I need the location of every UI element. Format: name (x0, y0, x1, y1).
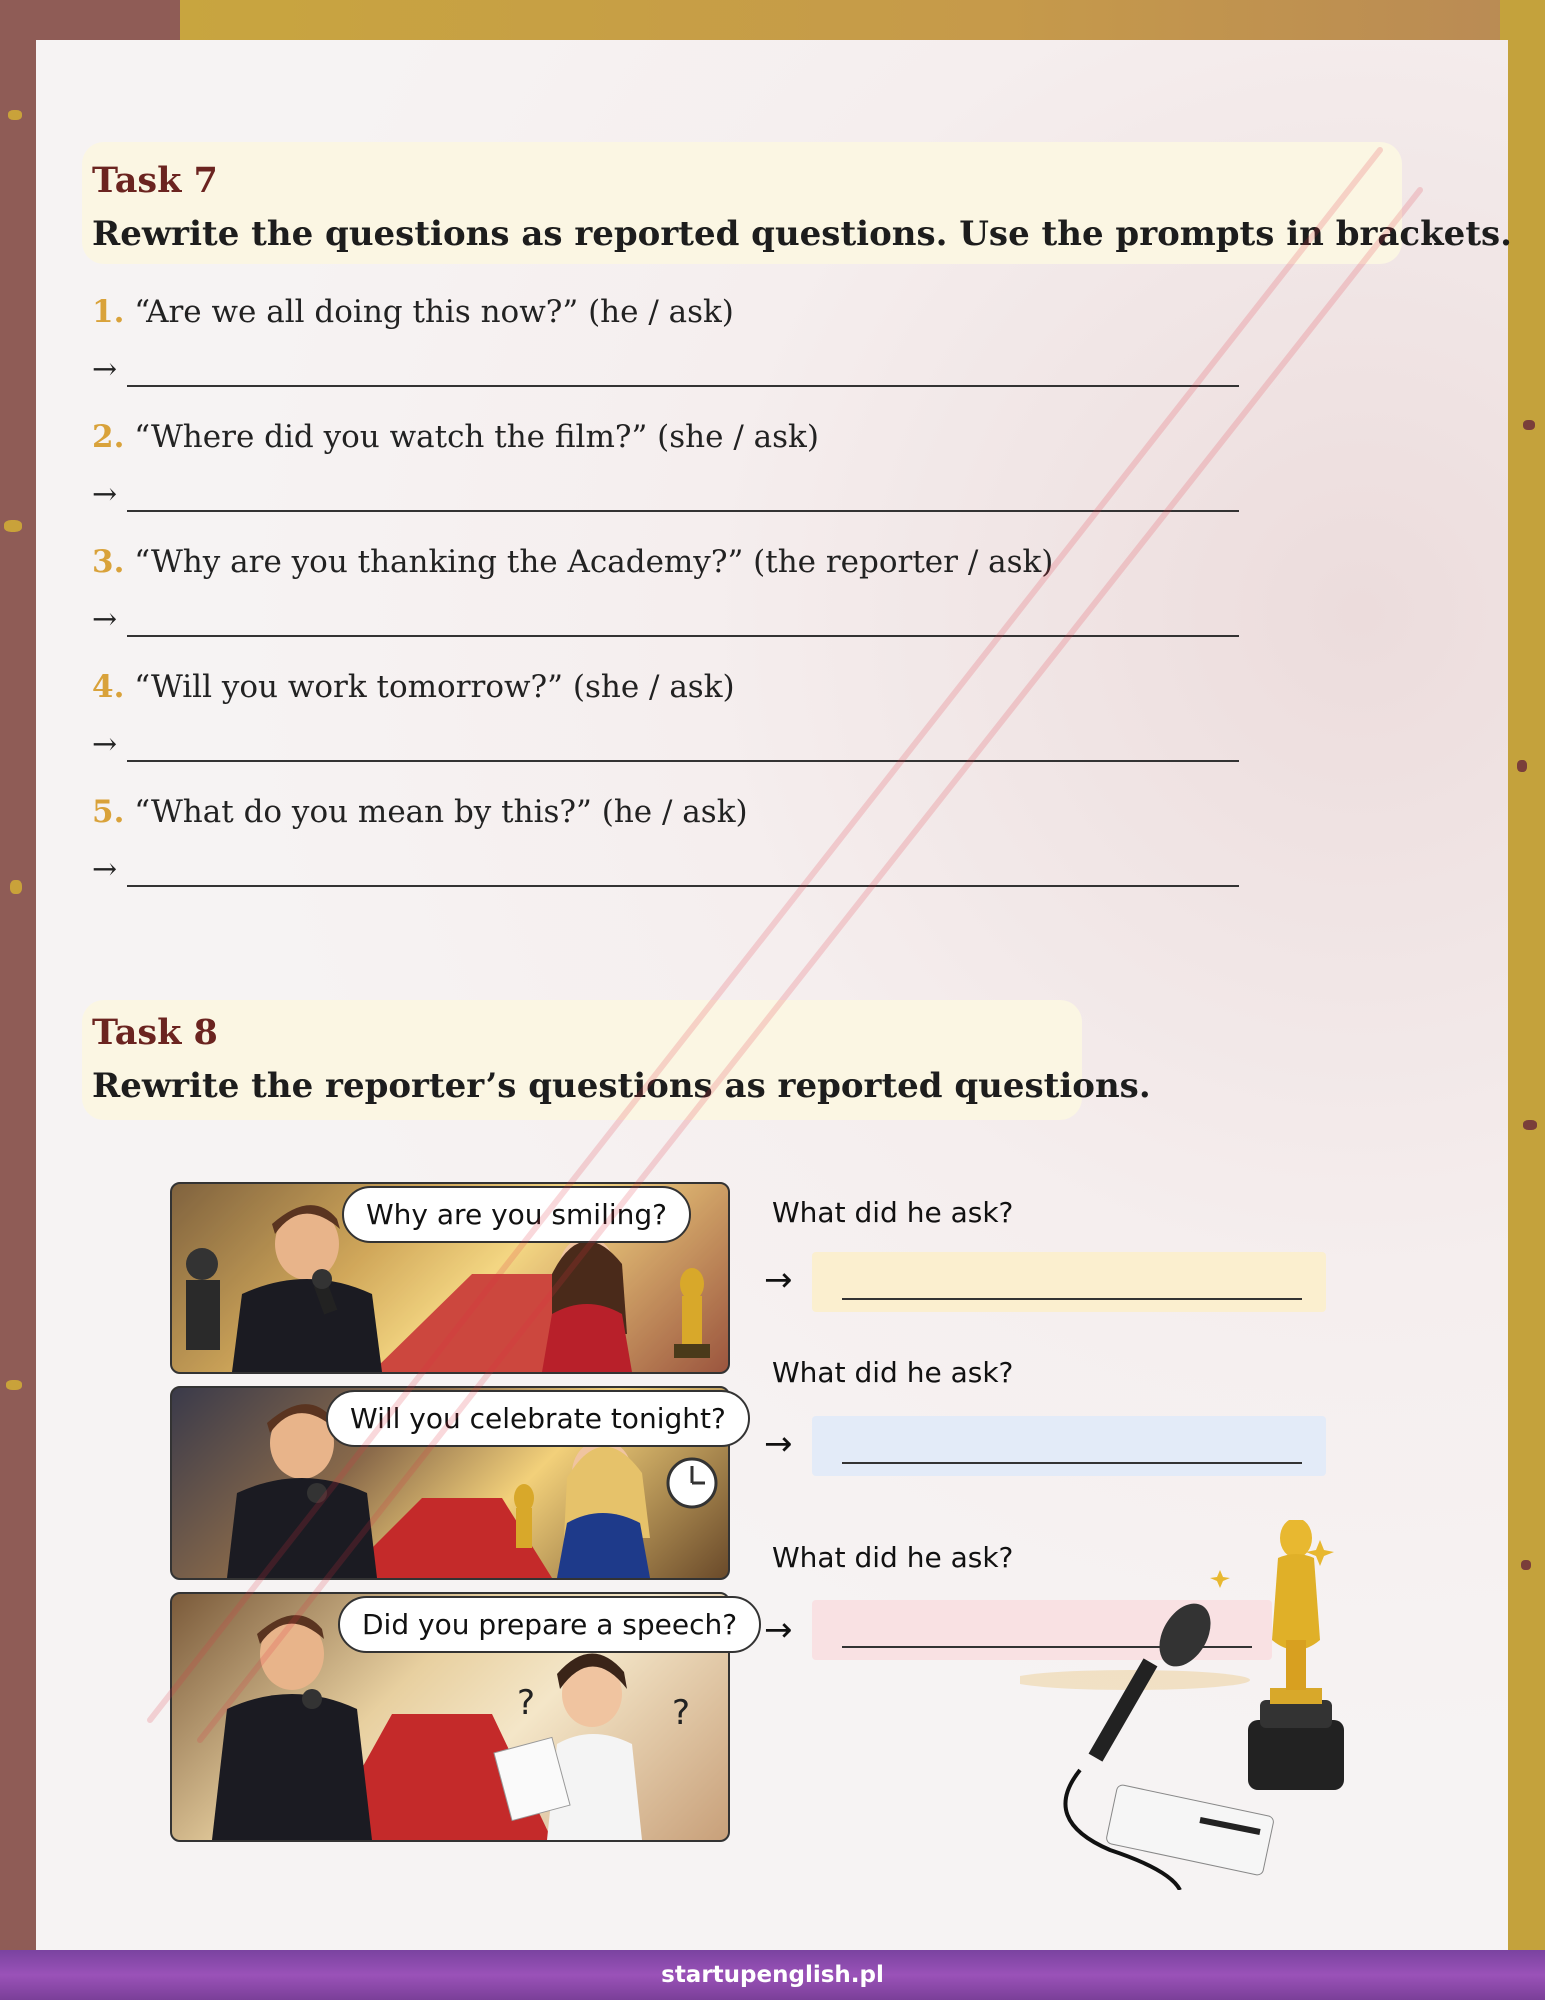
question-number: 2. (92, 419, 125, 455)
footer-site-link[interactable]: startupenglish.pl (661, 1962, 884, 1988)
question-3 (92, 544, 1053, 580)
maroon-speck (1517, 760, 1527, 772)
gold-speck (4, 520, 22, 532)
question-4 (92, 669, 735, 705)
task7-title: Task 7 (92, 160, 218, 201)
trophy-microphone-illustration (1020, 1520, 1360, 1890)
question-text: “Will you work tomorrow?” (she / ask) (134, 669, 735, 705)
gold-speck (6, 1380, 22, 1390)
question-1 (92, 294, 734, 330)
answer-line-1[interactable] (92, 352, 1239, 387)
footer (0, 1950, 1545, 2000)
maroon-speck (1521, 1560, 1531, 1570)
prompt-2: What did he ask? (772, 1356, 1014, 1389)
arrow-icon: → (764, 1610, 793, 1650)
question-text: “Where did you watch the film?” (she / ask) (134, 419, 819, 455)
answer-line-3[interactable] (92, 602, 1239, 637)
arrow-icon: → (92, 602, 118, 637)
svg-text:?: ? (672, 1693, 691, 1733)
maroon-speck (1523, 1120, 1537, 1130)
speech-bubble-3: Did you prepare a speech? (338, 1596, 761, 1653)
question-text: “Are we all doing this now?” (he / ask) (134, 294, 734, 330)
answer-box-2[interactable] (812, 1416, 1326, 1476)
question-number: 3. (92, 544, 125, 580)
answer-line-5[interactable] (92, 852, 1239, 887)
arrow-icon: → (92, 852, 118, 887)
question-5 (92, 794, 748, 830)
question-number: 5. (92, 794, 125, 830)
maroon-speck (1523, 420, 1535, 430)
question-number: 1. (92, 294, 125, 330)
answer-line-2[interactable] (92, 477, 1239, 512)
frame-top (180, 0, 1545, 40)
question-2 (92, 419, 819, 455)
question-text: “What do you mean by this?” (he / ask) (134, 794, 748, 830)
task7-instruction: Rewrite the questions as reported questions. Use the prompts in brackets. (92, 214, 1512, 254)
arrow-icon: → (764, 1424, 793, 1464)
task8-instruction: Rewrite the reporter’s questions as reported questions. (92, 1066, 1151, 1106)
arrow-icon: → (92, 352, 118, 387)
question-number: 4. (92, 669, 125, 705)
speech-bubble-1: Why are you smiling? (342, 1186, 691, 1243)
gold-speck (10, 880, 22, 894)
question-text: “Why are you thanking the Academy?” (the reporter / ask) (134, 544, 1054, 580)
arrow-icon: → (92, 477, 118, 512)
speech-bubble-2: Will you celebrate tonight? (326, 1390, 750, 1447)
prompt-3: What did he ask? (772, 1541, 1014, 1574)
gold-speck (8, 110, 22, 120)
svg-text:?: ? (517, 1683, 536, 1723)
answer-line-4[interactable] (92, 727, 1239, 762)
answer-box-1[interactable] (812, 1252, 1326, 1312)
task8-title: Task 8 (92, 1012, 218, 1053)
arrow-icon: → (764, 1260, 793, 1300)
prompt-1: What did he ask? (772, 1196, 1014, 1229)
arrow-icon: → (92, 727, 118, 762)
